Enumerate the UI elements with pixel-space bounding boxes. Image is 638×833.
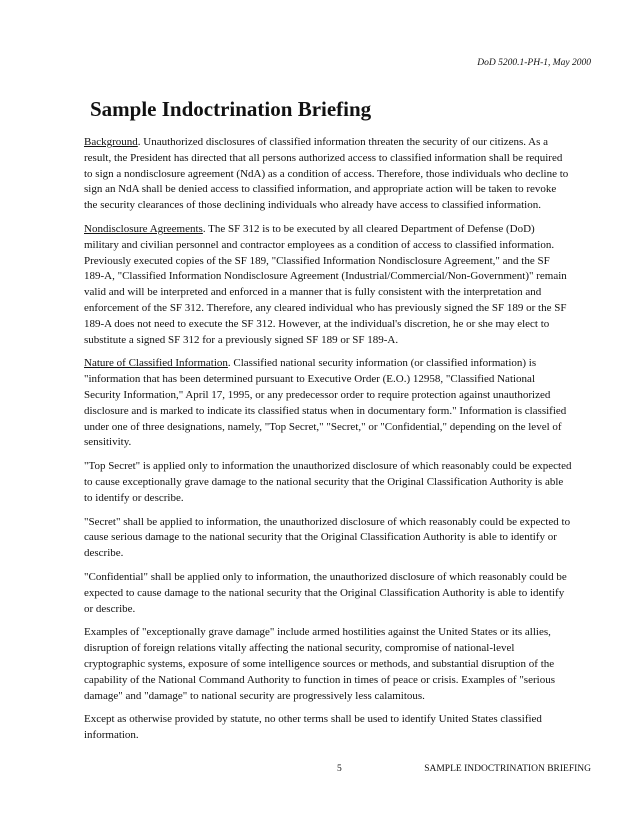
paragraph-text: "Top Secret" is applied only to information the unauthorized disclosure of which reasonably could be expected to cause exceptionally grave damage to the national security that the Original Classification Authority is able to identify or describe. xyxy=(84,460,572,504)
paragraph-lead: Nature of Classified Information xyxy=(84,357,228,370)
paragraph-nature xyxy=(84,356,572,451)
paragraph-text: . The SF 312 is to be executed by all cleared Department of Defense (DoD) military and civilian personnel and contractor employees as a condition of access to classified information. Previously executed copies of the SF 189, "Classified Information Nondisclosure Agreement," and the SF 189-A, "Classified Information Nondisclosure Agreement (Industrial/Commercial/Non-Government)" remain valid and will be interpreted and enforced in a manner that is fully consistent with the interpretation and enforcement of the SF 312. Therefore, any cleared individual who has previously signed the SF 189 or the SF 189-A does not need to execute the SF 312. However, at the individual's discretion, he or she may elect to substitute a signed SF 312 for a previously signed SF 189 or SF 189-A. xyxy=(84,222,567,346)
paragraph-text: "Secret" shall be applied to information, the unauthorized disclosure of which reasonably could be expected to cause serious damage to the national security that the Original Classification Authority is able to identify or describe. xyxy=(84,515,571,560)
paragraph-lead: Background xyxy=(84,136,138,148)
paragraph-examples xyxy=(84,625,572,704)
paragraph-confidential xyxy=(84,570,572,617)
paragraph-text: Examples of "exceptionally grave damage" include armed hostilities against the United States or its allies, disruption of foreign relations vitally affecting the national security, compromise of national-level cryptographic systems, exposure of some intelligence sources or methods, and substantial disruption of the capability of the National Command Authority to function in times of peace or crisis. Examples of "serious damage" and "damage" to national security are progressively less calamitous. xyxy=(84,626,555,702)
document-reference: DoD 5200.1-PH-1, May 2000 xyxy=(477,58,591,68)
paragraph-top-secret xyxy=(84,459,572,506)
page-number: 5 xyxy=(337,764,342,774)
paragraph-text: "Confidential" shall be applied only to information, the unauthorized disclosure of which reasonably could be expected to cause damage to the national security that the Original Classification Authority is able to identify or describe. xyxy=(84,570,567,615)
paragraph-lead: Nondisclosure Agreements xyxy=(84,222,203,235)
running-title: SAMPLE INDOCTRINATION BRIEFING xyxy=(424,764,591,774)
body-text xyxy=(84,135,572,752)
page-title: Sample Indoctrination Briefing xyxy=(90,97,372,121)
paragraph-text: . Unauthorized disclosures of classified information threaten the security of our citizens. As a result, the President has directed that all persons authorized access to classified information shall be required to sign a nondisclosure agreement (NdA) as a condition of access. Therefore, those individuals who decline to sign an NdA shall be denied access to classified information, and appropriate action will be taken to revoke the security clearances of those declining individuals who already have access to classified information. xyxy=(84,136,569,212)
paragraph-terms xyxy=(84,712,572,744)
paragraph-secret xyxy=(84,515,572,562)
paragraph-text: Except as otherwise provided by statute, no other terms shall be used to identify United States classified information. xyxy=(84,713,542,742)
paragraph-background xyxy=(84,135,572,214)
paragraph-nondisclosure xyxy=(84,222,572,348)
paragraph-text: . Classified national security information (or classified information) is "information that has been determined pursuant to Executive Order (E.O.) 12958, "Classified National Security Information," April 17, 1995, or any predecessor order to require protection against unauthorized disclosure and is marked to indicate its classified status when in documentary form." Information is classified under one of three designations, namely, "Top Secret," "Secret," or "Confidential," depending on the level of sensitivity. xyxy=(84,357,567,449)
